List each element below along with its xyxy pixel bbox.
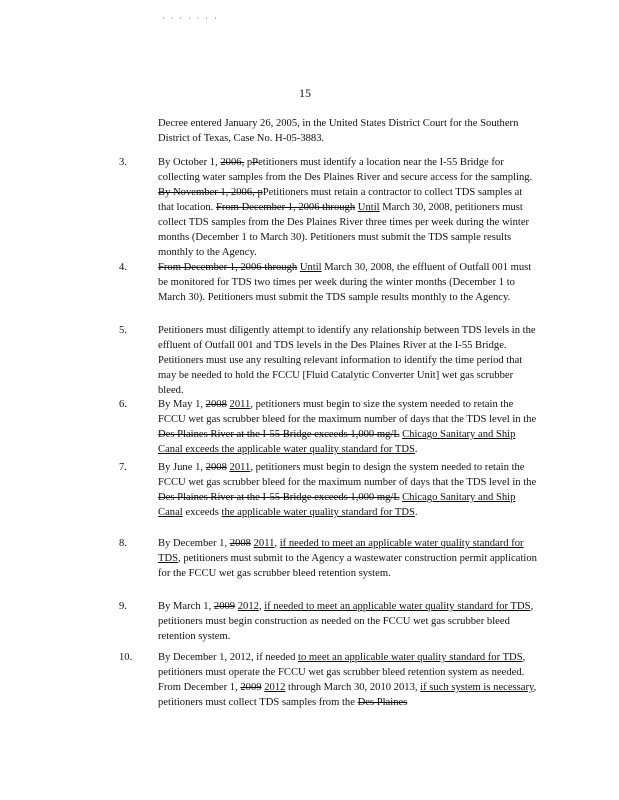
item-text — [158, 155, 539, 260]
deleted-text: 2008 — [229, 538, 251, 549]
header-scan-marks: · · · · · · · — [162, 14, 219, 23]
text-run: , — [258, 601, 265, 612]
item-number: 9. — [119, 601, 127, 612]
item-text — [158, 536, 539, 581]
item-number: 5. — [119, 325, 127, 336]
item-number: 3. — [119, 157, 127, 168]
inserted-text: 2012 — [264, 682, 286, 693]
item-number: 8. — [119, 538, 127, 549]
item-text — [158, 599, 539, 644]
text-run: , petitioners must collect TDS samples from the — [158, 682, 537, 708]
text-run: etitioners must identify a location near the I-55 Bridge for collecting water samples from the Des Plaines River and secure access for the sampling. — [158, 157, 533, 183]
inserted-text: if such system is necessary — [420, 682, 534, 693]
continued-paragraph: Decree entered January 26, 2005, in the United States District Court for the Southern District of Texas, Case No. H-05-3883. — [158, 118, 519, 144]
text-run: , petitioners must begin to size the system needed to retain the FCCU wet gas scrubber bleed for the maximum number of days that the TDS level in the — [158, 399, 537, 425]
text-run: , petitioners must operate the FCCU wet gas scrubber bleed retention system as needed. From December 1, — [158, 652, 526, 693]
text-run: p — [244, 157, 253, 168]
item-text — [158, 260, 539, 305]
page-number: 15 — [299, 86, 311, 100]
text-run: By December 1, — [158, 538, 230, 549]
deleted-text: From December 1, 2006 through — [158, 262, 298, 273]
deleted-text: Des Plaines — [357, 697, 408, 708]
inserted-text: Until — [357, 202, 380, 213]
text-run: , petitioners must begin to design the system needed to retain the FCCU wet gas scrubber bleed for the maximum number of days that the TDS level in the — [158, 462, 537, 488]
inserted-text: the applicable water quality standard for TDS — [221, 507, 415, 518]
text-run: By October 1, — [158, 157, 221, 168]
text-run: . — [414, 507, 418, 518]
inserted-text: to meet an applicable water quality standard for TDS — [298, 652, 523, 663]
item-number: 6. — [119, 399, 127, 410]
text-run: Petitioners must diligently attempt to identify any relationship between TDS levels in the effluent of Outfall 001 and TDS levels in the Des Plaines River at the I-55 Bridge. Petitioners must use any resulting relevant information to identify the time period that may be needed to hold the FCCU [Fluid Catalytic Converter Unit] wet gas scrubber bleed. — [158, 325, 536, 396]
text-run: . — [414, 444, 418, 455]
inserted-text: 2012 — [237, 601, 259, 612]
inserted-text: Chicago Sanitary and Ship Canal — [158, 492, 516, 518]
deleted-text: 2008 — [205, 462, 227, 473]
deleted-text: From December 1, 2006 through — [215, 202, 356, 213]
text-run: By December 1, 2012, if needed — [158, 652, 299, 663]
inserted-text: Chicago Sanitary and Ship Canal exceeds the applicable water quality standard for TDS — [158, 429, 516, 455]
deleted-text: 2009 — [240, 682, 262, 693]
item-text — [158, 650, 539, 710]
inserted-text: if needed to meet an applicable water quality standard for TDS — [158, 538, 524, 564]
inserted-text: if needed to meet an applicable water quality standard for TDS — [264, 601, 531, 612]
text-run: By May 1, — [158, 399, 206, 410]
text-run: , — [274, 538, 280, 549]
deleted-text: 2006, — [220, 157, 245, 168]
item-number: 4. — [119, 262, 127, 273]
item-number: 10. — [119, 652, 133, 663]
inserted-text: 2011 — [229, 462, 251, 473]
deleted-text: 2008 — [205, 399, 227, 410]
deleted-text: Des Plaines River at the I-55 Bridge exceeds 1,000 mg/L — [158, 492, 400, 503]
item-text — [158, 460, 539, 520]
text-run: , petitioners must submit to the Agency a wastewater construction permit application for the FCCU wet gas scrubber bleed retention system. — [158, 553, 537, 579]
text-run: , petitioners must begin construction as needed on the FCCU wet gas scrubber bleed retention system. — [158, 601, 534, 642]
deleted-text: P — [252, 157, 259, 168]
item-text — [158, 323, 539, 398]
text-run: By March 1, — [158, 601, 214, 612]
text-run: Petitioners must retain a contractor to collect TDS samples at that location. — [158, 187, 523, 213]
text-run: March 30, 2008, the effluent of Outfall 001 must be monitored for TDS two times per week during the winter months (December 1 to March 30). Petitioners must submit the TDS sample results monthly to the Agency. — [158, 262, 532, 303]
text-run: exceeds — [182, 507, 222, 518]
text-run: March 30, 2008, petitioners must collect TDS samples from the Des Plaines River three times per week during the winter months (December 1 to March 30). Petitioners must submit the TDS sample results monthly to the Agency. — [158, 202, 530, 258]
text-run: By June 1, — [158, 462, 206, 473]
inserted-text: Until — [299, 262, 322, 273]
deleted-text: By November 1, 2006, p — [158, 187, 263, 198]
deleted-text: 2009 — [213, 601, 236, 612]
item-text — [158, 397, 539, 457]
item-number: 7. — [119, 462, 127, 473]
inserted-text: 2011 — [229, 399, 251, 410]
deleted-text: Des Plaines River at the I-55 Bridge exceeds 1,000 mg/L — [158, 429, 400, 440]
text-run: through March 30, 2010 2013, — [285, 682, 421, 693]
inserted-text: 2011 — [253, 538, 275, 549]
